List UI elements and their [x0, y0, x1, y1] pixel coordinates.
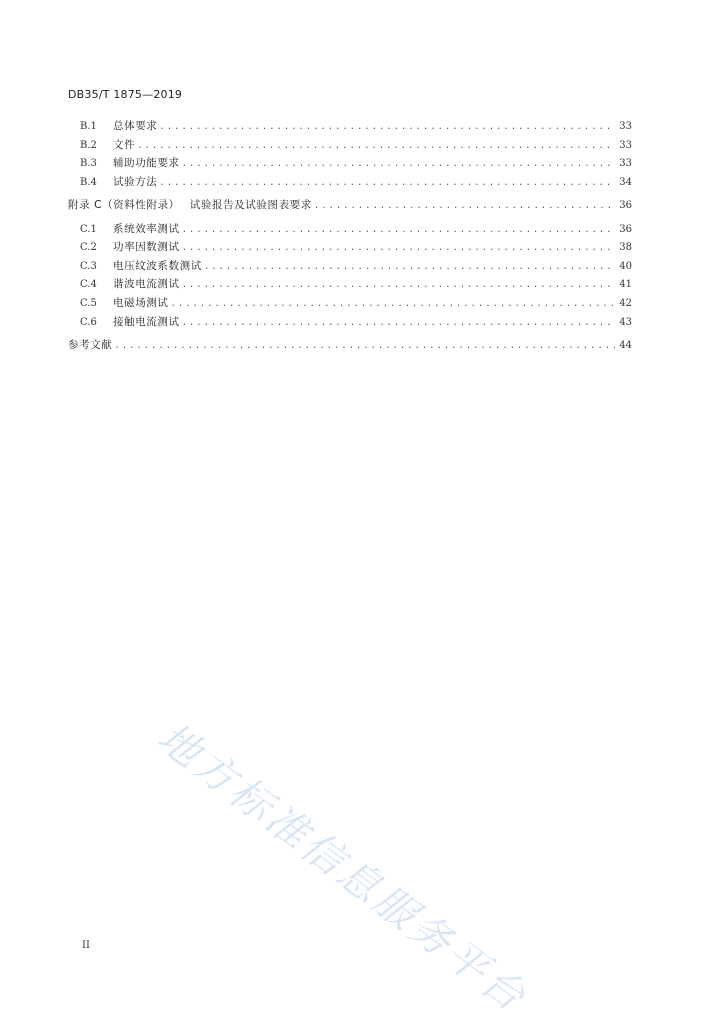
toc-entry-number: C.3 [80, 260, 97, 272]
toc-dot-leader [171, 295, 616, 314]
toc-entry-title: 试验方法 [113, 175, 158, 188]
toc-entry-title: 功率因数测试 [113, 241, 180, 254]
toc-dot-leader [137, 137, 615, 156]
toc-entry-c5[interactable] [68, 294, 632, 313]
toc-entry-title: 谐波电流测试 [113, 278, 180, 291]
toc-dot-leader [182, 239, 616, 258]
toc-entry-number: B.4 [80, 176, 97, 188]
toc-entry-c4[interactable] [68, 275, 632, 294]
toc-entry-page: 40 [619, 260, 632, 272]
table-of-contents [68, 117, 632, 355]
toc-entry-title: 电磁场测试 [113, 296, 169, 309]
toc-entry-c3[interactable] [68, 257, 632, 276]
toc-entry-title: 总体要求 [113, 120, 158, 132]
toc-entry-c2[interactable] [68, 238, 632, 257]
toc-entry-title: 接触电流测试 [113, 315, 180, 328]
toc-entry-number: B.2 [80, 139, 97, 151]
toc-entry-b1[interactable] [68, 117, 632, 136]
toc-entry-page: 42 [619, 297, 632, 309]
toc-entry-title: 试验报告及试验图表要求 [189, 199, 312, 212]
toc-entry-page: 33 [619, 121, 632, 132]
toc-entry-c6[interactable] [68, 313, 632, 332]
toc-dot-leader [314, 197, 615, 216]
toc-dot-leader [182, 221, 616, 240]
toc-entry-title: 文件 [113, 138, 136, 151]
toc-entry-title: 辅助功能要求 [113, 157, 180, 170]
toc-entry-number: C.1 [80, 223, 97, 235]
toc-entry-page: 34 [619, 176, 632, 188]
toc-dot-leader [182, 155, 616, 174]
toc-entry-b4[interactable] [68, 173, 632, 192]
toc-entry-number: B.1 [80, 121, 97, 132]
footer-page-number: II [82, 940, 90, 951]
toc-entry-c1[interactable] [68, 220, 632, 239]
toc-entry-appendix-c[interactable] [68, 196, 632, 215]
toc-entry-number: C.5 [80, 297, 97, 309]
toc-dot-leader [204, 258, 615, 277]
toc-entry-title: 参考文献 [68, 338, 113, 351]
toc-appendix-label: 附录 C（资料性附录） [68, 199, 180, 212]
toc-entry-page: 38 [619, 242, 632, 254]
toc-entry-page: 33 [619, 158, 632, 170]
toc-entry-number: C.2 [80, 242, 97, 254]
toc-entry-page: 44 [619, 339, 632, 351]
toc-dot-leader [159, 174, 615, 193]
toc-entry-page: 36 [619, 223, 632, 235]
toc-entry-references[interactable] [68, 336, 632, 355]
toc-entry-title: 系统效率测试 [113, 222, 180, 235]
document-id-header: DB35/T 1875—2019 [68, 88, 183, 101]
toc-entry-b3[interactable] [68, 154, 632, 173]
toc-dot-leader [114, 337, 615, 356]
watermark-text: 地方标准信息服务平台 [148, 713, 537, 1023]
toc-dot-leader [182, 276, 616, 295]
toc-entry-page: 36 [619, 200, 632, 212]
toc-entry-number: C.4 [80, 279, 97, 291]
toc-entry-page: 41 [619, 279, 632, 291]
toc-entry-number: B.3 [80, 158, 97, 170]
toc-dot-leader [159, 118, 615, 137]
toc-entry-page: 33 [619, 139, 632, 151]
toc-entry-number: C.6 [80, 316, 97, 328]
toc-entry-page: 43 [619, 316, 632, 328]
toc-dot-leader [182, 314, 616, 333]
toc-entry-b2[interactable] [68, 136, 632, 155]
toc-entry-title: 电压纹波系数测试 [113, 259, 202, 272]
